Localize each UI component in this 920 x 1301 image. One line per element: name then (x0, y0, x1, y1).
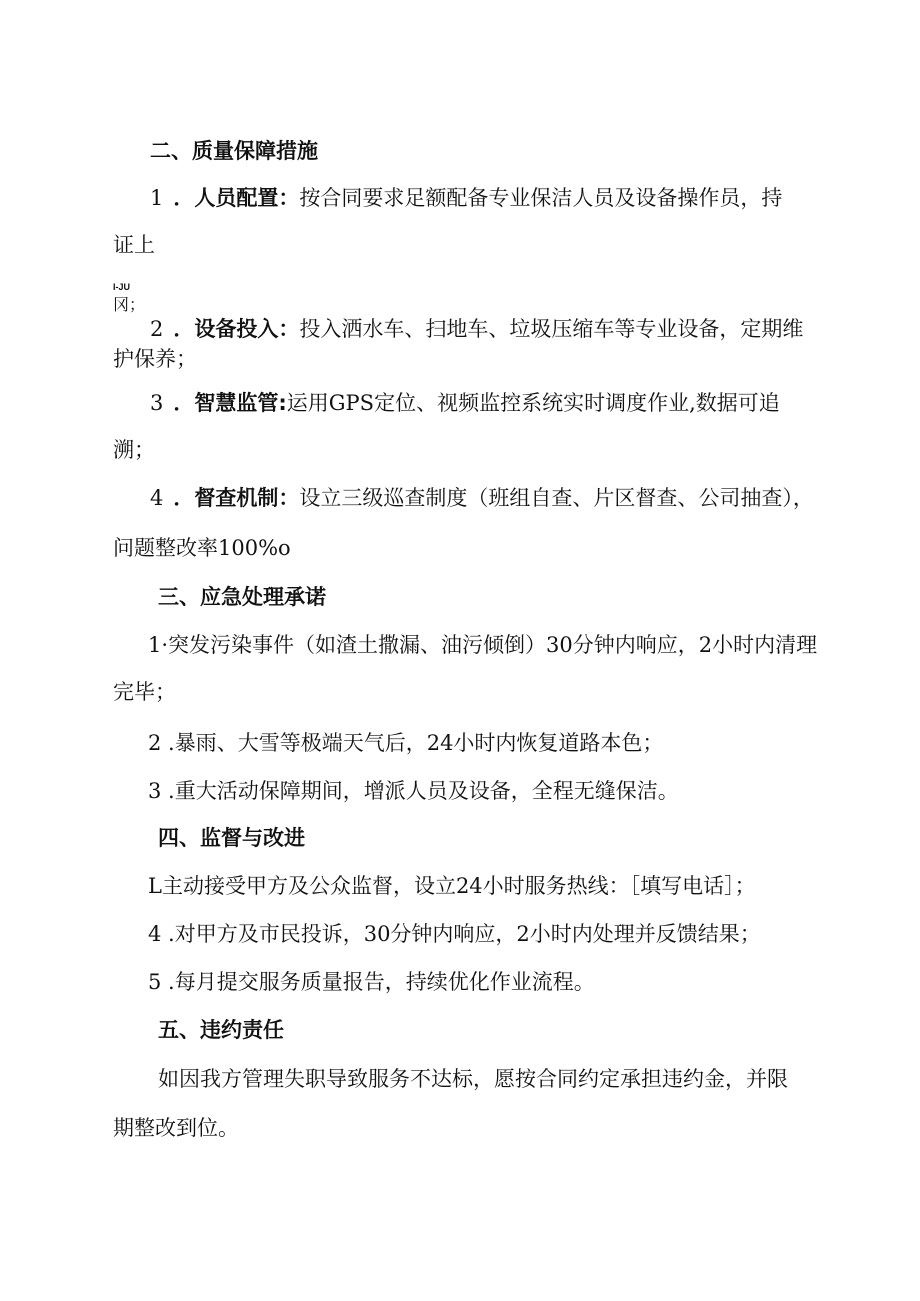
quality-item-2 (150, 314, 803, 344)
section-heading-emergency: 三、应急处理承诺 (158, 585, 326, 609)
liability-text-continued: 期整改到位。 (113, 1116, 239, 1140)
item-text: 设立三级巡查制度（班组自查、片区督查、公司抽查）， (299, 486, 814, 510)
item-dot: ． (173, 486, 195, 510)
quality-item-1-end: 冈； (113, 295, 146, 314)
item-dot: ． (173, 391, 195, 415)
item-number: 2 (150, 317, 164, 341)
emergency-item-2: 2 .暴雨、大雪等极端天气后，24小时内恢复道路本色； (148, 731, 664, 755)
item-title: 智慧监管: (194, 391, 287, 415)
quality-item-3 (150, 388, 780, 418)
liability-text: 如因我方管理失职导致服务不达标，愿按合同约定承担违约金，并限 (158, 1067, 788, 1091)
quality-item-1-continued: 证上 (113, 233, 155, 257)
quality-item-3-continued: 溯； (113, 438, 155, 462)
item-number: 4 (150, 486, 164, 510)
quality-item-1 (150, 183, 782, 213)
supervision-item-2: 4 .对甲方及市民投诉，30分钟内响应，2小时内处理并反馈结果； (148, 922, 761, 946)
item-text: 按合同要求足额配备专业保洁人员及设备操作员，持 (299, 186, 783, 210)
item-title: 设备投入： (194, 317, 300, 341)
item-text: 投入洒水车、扫地车、垃圾压缩车等专业设备，定期维 (299, 317, 804, 341)
supervision-item-1: L主动接受甲方及公众监督，设立24小时服务热线：［填写电话］； (148, 874, 756, 898)
section-heading-liability: 五、违约责任 (158, 1018, 284, 1042)
item-number: 3 (150, 391, 164, 415)
item-number: 1 (150, 186, 164, 210)
quality-item-4-continued: 问题整改率100%o (113, 536, 291, 560)
section-heading-quality: 二、质量保障措施 (150, 139, 318, 163)
item-title: 督查机制： (194, 486, 300, 510)
quality-item-2-continued: 护保养； (113, 347, 197, 371)
item-dot: ． (173, 317, 195, 341)
section-heading-supervision: 四、监督与改进 (158, 826, 305, 850)
emergency-item-1-continued: 完毕； (113, 680, 176, 704)
scan-artifact: I-JU (113, 282, 131, 292)
quality-item-4 (150, 483, 814, 513)
item-title: 人员配置： (194, 186, 300, 210)
item-text: 运用GPS定位、视频监控系统实时调度作业,数据可追 (286, 391, 780, 415)
item-dot: ． (173, 186, 195, 210)
emergency-item-3: 3 .重大活动保障期间，增派人员及设备，全程无缝保洁。 (148, 779, 679, 803)
supervision-item-3: 5 .每月提交服务质量报告，持续优化作业流程。 (148, 970, 595, 994)
emergency-item-1: 1·突发污染事件（如渣土撒漏、油污倾倒）30分钟内响应，2小时内清理 (148, 633, 818, 657)
